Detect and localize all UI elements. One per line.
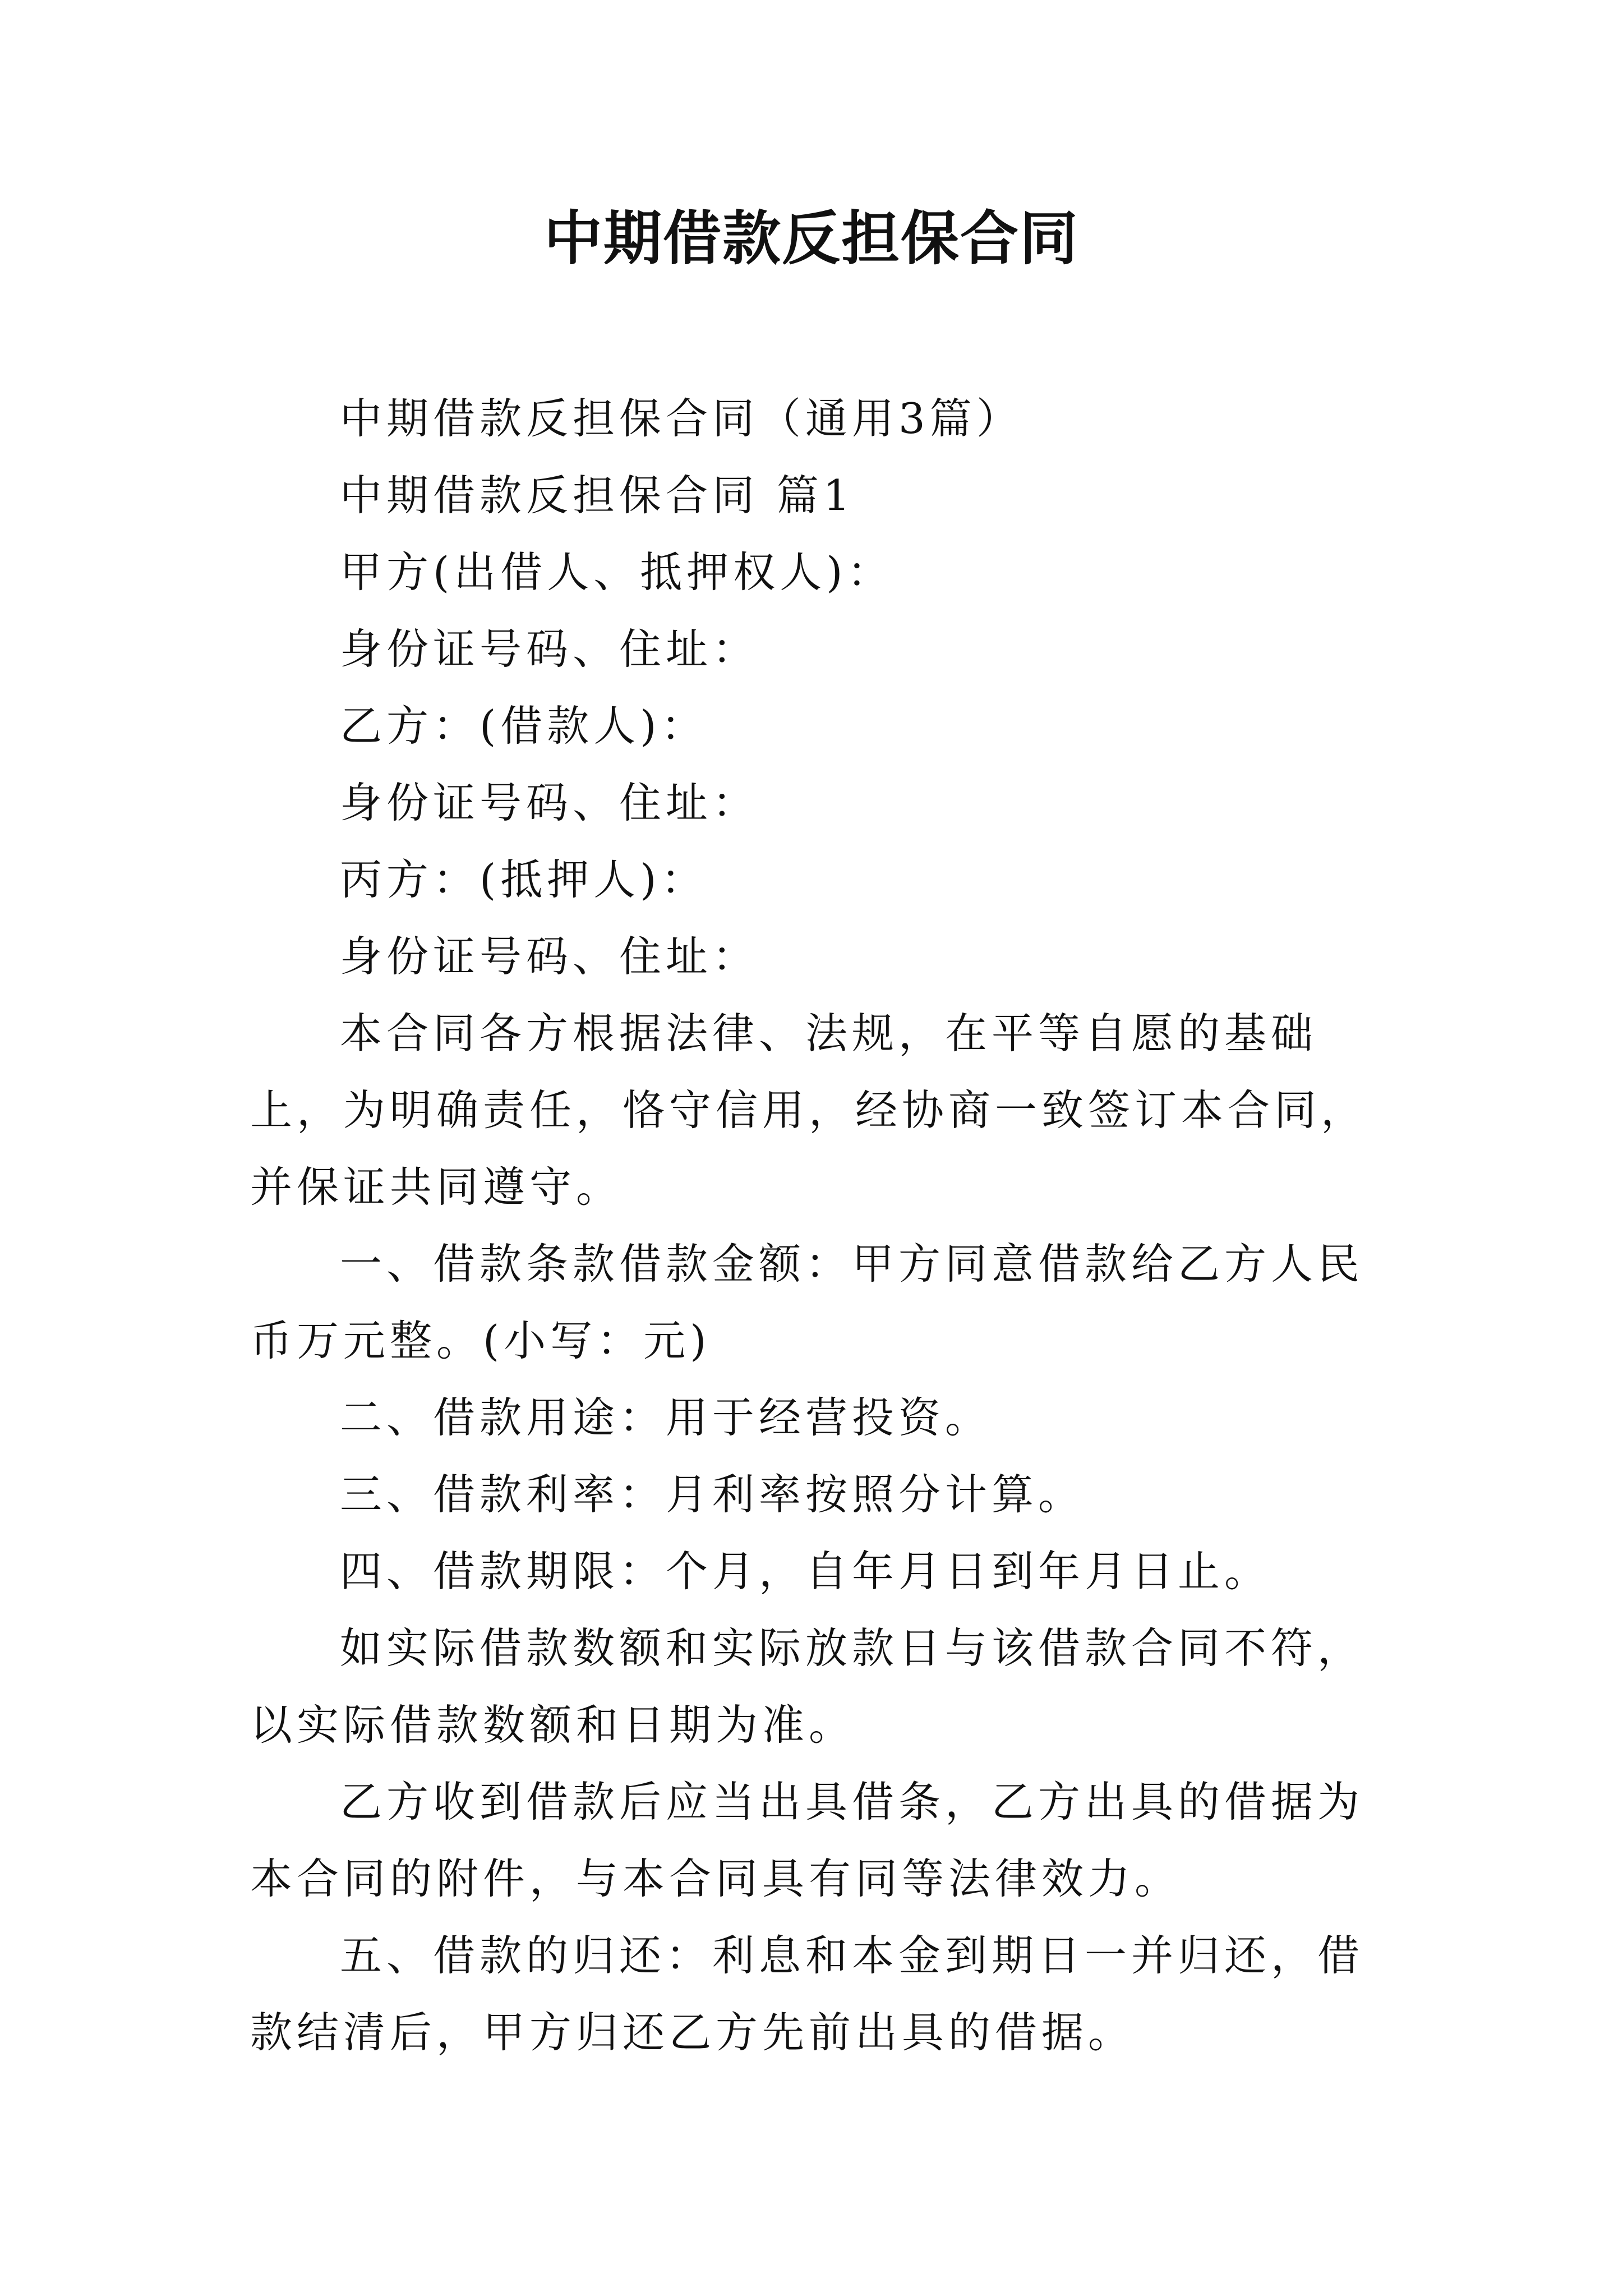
paragraph-party-b: 乙方：(借款人)： bbox=[340, 701, 708, 751]
paragraph-clause-5: 五、借款的归还：利息和本金到期日一并归还，借款结清后，甲方归还乙方先前出具的借据。 bbox=[250, 1931, 1364, 2057]
paragraph-clause-1: 一、借款条款借款金额：甲方同意借款给乙方人民币万元整。(小写：元) bbox=[250, 1239, 1364, 1365]
paragraph-clause-3: 三、借款利率：月利率按照分计算。 bbox=[340, 1470, 1085, 1519]
document-title: 中期借款反担保合同 bbox=[543, 204, 1079, 273]
paragraph-section-heading: 中期借款反担保合同 篇1 bbox=[340, 471, 855, 520]
paragraph-party-a: 甲方(出借人、抵押权人)： bbox=[340, 547, 894, 597]
paragraph-adjustment: 如实际借款数额和实际放款日与该借款合同不符，以实际借款数额和日期为准。 bbox=[250, 1623, 1364, 1750]
paragraph-clause-2: 二、借款用途：用于经营投资。 bbox=[340, 1393, 992, 1442]
paragraph-party-a-id: 身份证号码、住址： bbox=[340, 624, 759, 674]
paragraph-subtitle: 中期借款反担保合同（通用3篇） bbox=[340, 394, 1023, 443]
paragraph-receipt: 乙方收到借款后应当出具借条，乙方出具的借据为本合同的附件，与本合同具有同等法律效力。 bbox=[250, 1777, 1364, 1903]
paragraph-party-b-id: 身份证号码、住址： bbox=[340, 778, 759, 827]
paragraph-party-c: 丙方：(抵押人)： bbox=[340, 855, 708, 904]
paragraph-preamble: 本合同各方根据法律、法规，在平等自愿的基础上，为明确责任，恪守信用，经协商一致签订本合同，并保证共同遵守。 bbox=[250, 1009, 1368, 1212]
paragraph-party-c-id: 身份证号码、住址： bbox=[340, 932, 759, 981]
paragraph-clause-4: 四、借款期限：个月，自年月日到年月日止。 bbox=[340, 1547, 1271, 1596]
document-body bbox=[250, 380, 1389, 2071]
